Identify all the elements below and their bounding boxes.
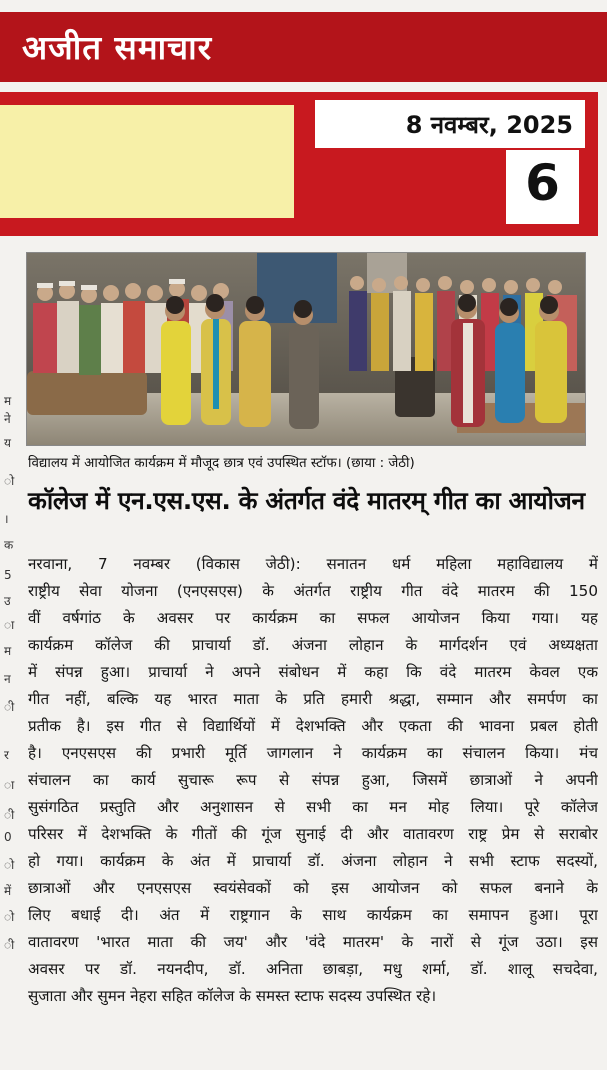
article-line: वीं वर्षगांठ के अवसर पर कार्यक्रम का सफल आयोजन किया गया। यह [28, 609, 598, 627]
column-fragment: । [4, 512, 9, 526]
advertisement-space [0, 105, 294, 218]
adjacent-column-fragment [0, 380, 18, 1070]
column-fragment: म [4, 394, 12, 408]
group-photo-illustration [27, 253, 585, 445]
article-line: सुसंगठित प्रस्तुति और अनुशासन से सभी का मन मोह लिया। पूरे कॉलेज [28, 798, 598, 816]
article-line: हो गया। कार्यक्रम के अंत में प्राचार्या डॉ. अंजना लोहान ने सभी स्टाफ सदस्यों, [28, 852, 598, 870]
article-headline: कॉलेज में एन.एस.एस. के अंतर्गत वंदे मातरम् गीत का आयोजन [28, 486, 585, 515]
article-line: संचालन का कार्य सुचारू रूप से संपन्न हुआ, जिसमें छात्राओं ने अपनी [28, 771, 598, 789]
article-line: राष्ट्रीय सेवा योजना (एनएसएस) के अंतर्गत राष्ट्रीय गीत वंदे मातरम की 150 [28, 582, 598, 600]
column-fragment: में [4, 884, 12, 898]
date-box [315, 100, 585, 148]
column-fragment: ो [4, 910, 15, 924]
article-line: नरवाना, 7 नवम्बर (विकास जेठी): सनातन धर्म महिला महाविद्यालय में [28, 555, 598, 573]
column-fragment: उ [4, 594, 11, 608]
article-line: गीत नहीं, बल्कि यह भारत माता के प्रति हमारी श्रद्धा, सम्मान और समर्पण का [28, 690, 598, 708]
article-line: में संपन्न हुआ। प्राचार्या ने अपने संबोधन में कहा कि वंदे मातरम केवल एक [28, 663, 598, 681]
column-fragment: ी [4, 938, 15, 952]
column-fragment: ी [4, 808, 15, 822]
article-line: सुजाता और सुमन नेहरा सहित कॉलेज के समस्त स्टाफ सदस्य उपस्थित रहे। [28, 987, 437, 1005]
page-number-box [506, 150, 579, 224]
column-fragment: ा [4, 618, 15, 632]
article-line: कार्यक्रम कॉलेज की प्राचार्या डॉ. अंजना लोहान के मार्गदर्शन एवं अध्यक्षता [28, 636, 598, 654]
photo-caption: विद्यालय में आयोजित कार्यक्रम में मौजूद छात्र एवं उपस्थित स्टॉफ। (छाया : जेठी) [28, 456, 415, 471]
column-fragment: ी [4, 700, 15, 714]
column-fragment: य [4, 436, 11, 450]
page-number: 6 [525, 154, 560, 212]
article-line: लिए बधाई दी। अंत में राष्ट्रगान के साथ कार्यक्रम का समापन हुआ। पूरा [28, 906, 598, 924]
column-fragment: ो [4, 858, 15, 872]
event-photo [26, 252, 586, 446]
column-fragment: क [4, 538, 14, 552]
article-line: परिसर में देशभक्ति के गीतों की गूंज सुनाई दी और वातावरण राष्ट्र प्रेम से सराबोर [28, 825, 598, 843]
article-line: है। एनएसएस की प्रभारी मूर्ति जागलान ने कार्यक्रम का संचालन किया। मंच [28, 744, 598, 762]
article-line: वातावरण 'भारत माता की जय' और 'वंदे मातरम' के नारों से गूंज उठा। इस [28, 933, 598, 951]
column-fragment: म [4, 644, 12, 658]
article-line: अवसर पर डॉ. नयनदीप, डॉ. अनिता छाबड़ा, मधु शर्मा, डॉ. शालू सचदेवा, [28, 960, 598, 978]
column-fragment: ा [4, 778, 15, 792]
issue-date: 8 नवम्बर, 2025 [405, 111, 573, 139]
article-body [28, 551, 598, 1010]
column-fragment: र [4, 748, 9, 762]
article-line: छात्राओं और एनएसएस स्वयंसेवकों को इस आयोजन को सफल बनाने के [28, 879, 598, 897]
column-fragment: ो [4, 474, 15, 488]
masthead [0, 12, 607, 82]
column-fragment: न [4, 672, 11, 686]
column-fragment: 5 [4, 568, 12, 582]
article-line: प्रतीक है। इस गीत से विद्यार्थियों में देशभक्ति और एकता की भावना प्रबल होती [28, 717, 598, 735]
column-fragment: ने [4, 412, 11, 426]
column-fragment: 0 [4, 830, 12, 844]
newspaper-title: अजीत समाचार [22, 28, 213, 67]
